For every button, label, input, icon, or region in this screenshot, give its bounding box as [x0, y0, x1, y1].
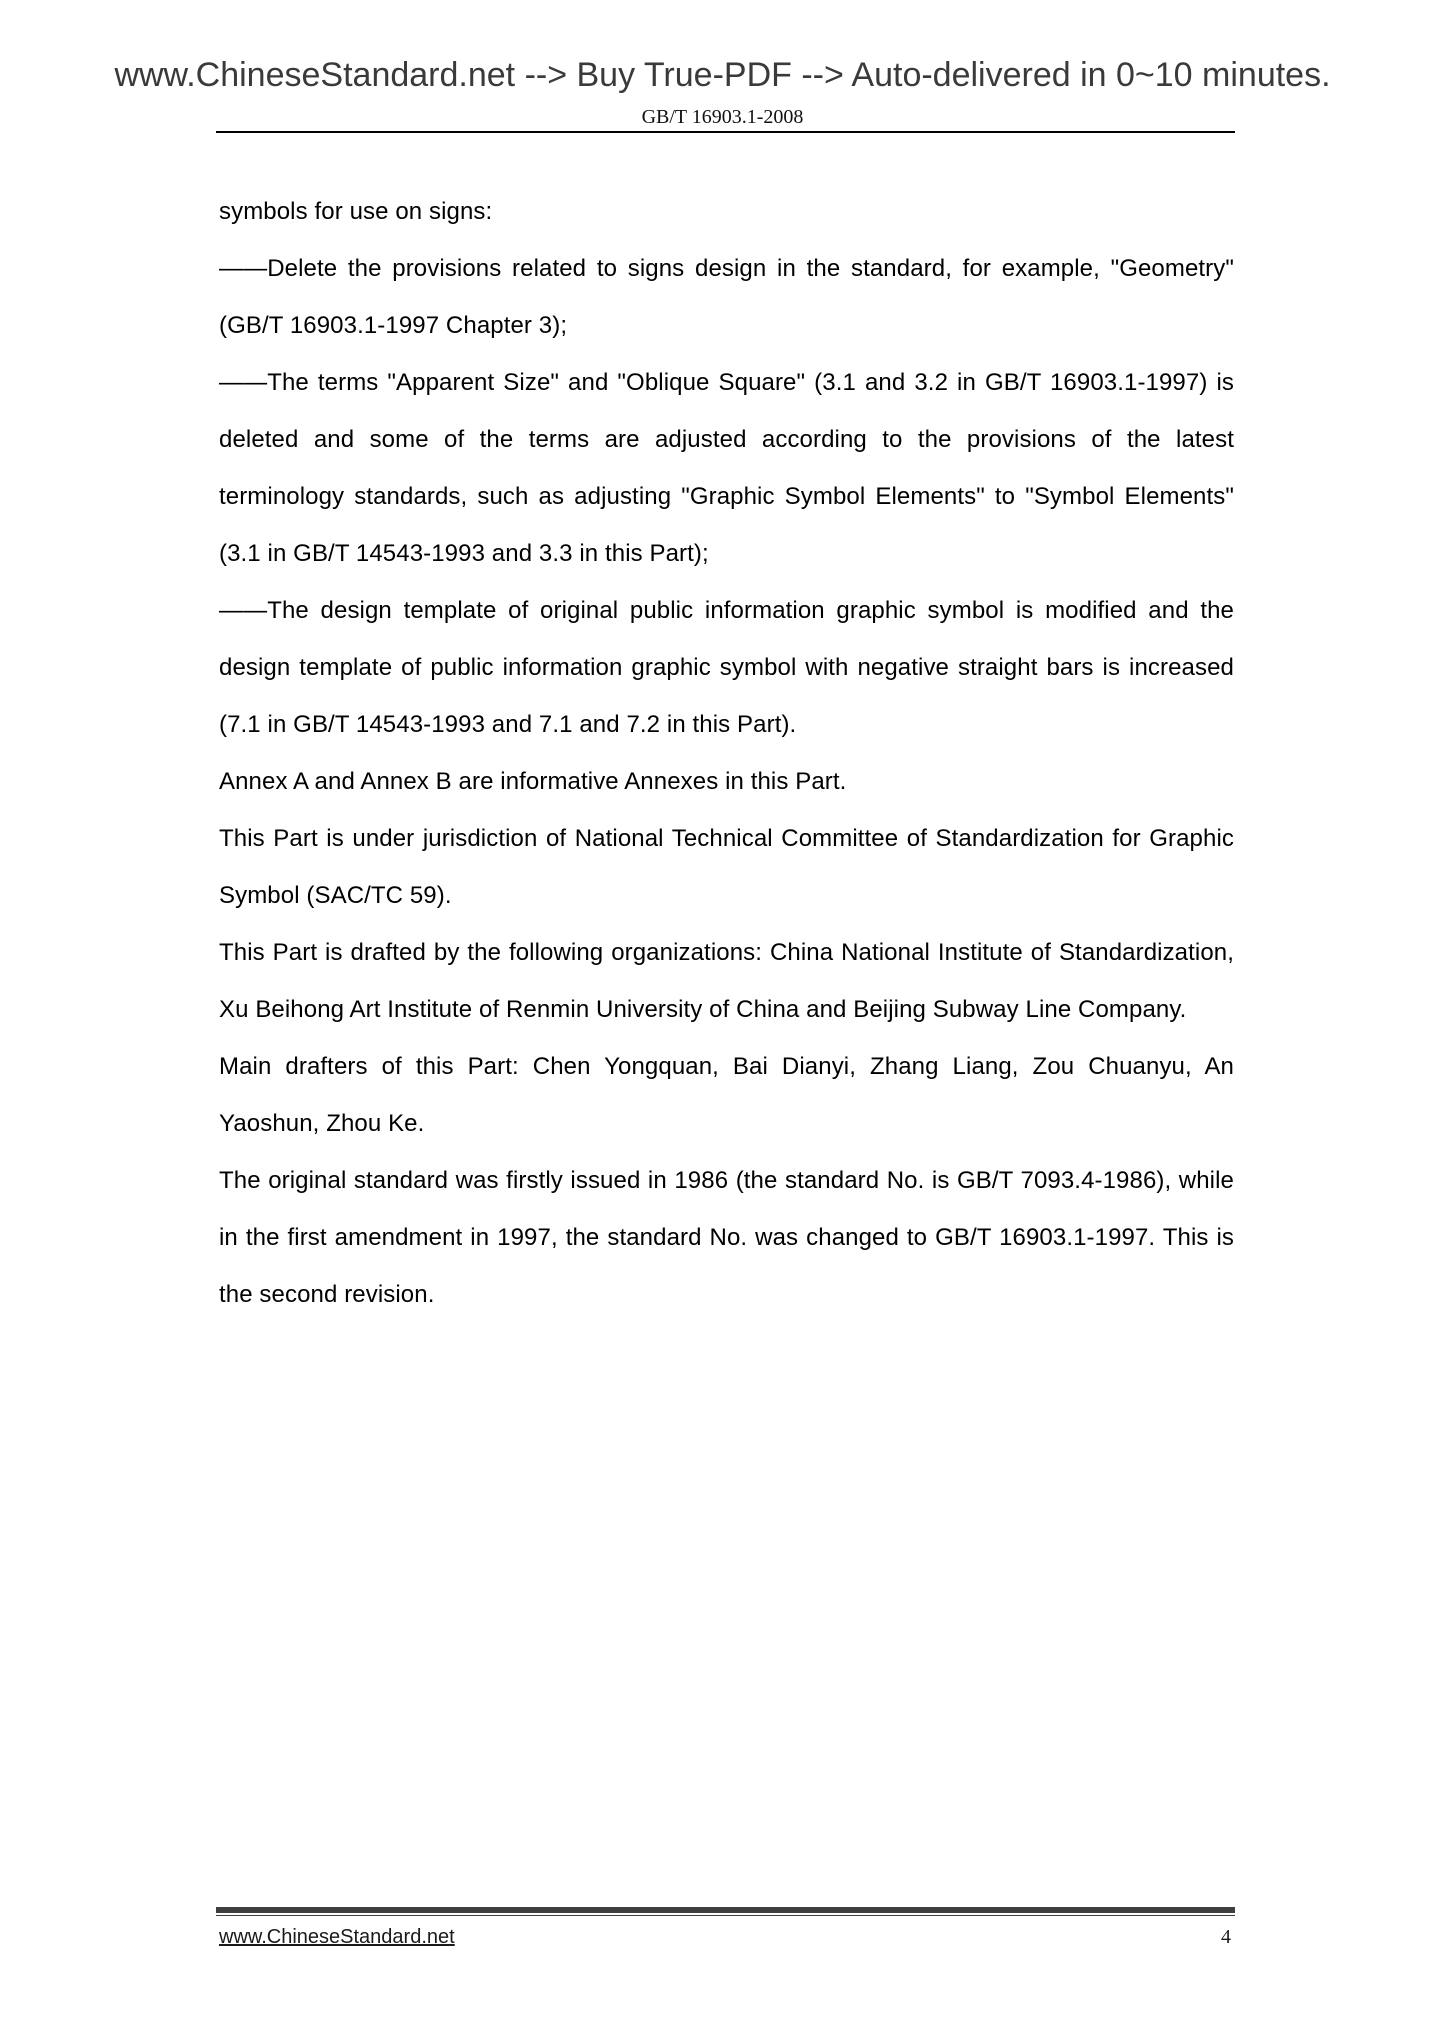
paragraph: This Part is under jurisdiction of National Technical Committee of Standardization for Graphic Symbol (SAC/TC 59).	[219, 825, 1234, 909]
paragraph: Main drafters of this Part: Chen Yongquan, Bai Dianyi, Zhang Liang, Zou Chuanyu, An Yaoshun, Zhou Ke.	[219, 1053, 1234, 1137]
paragraph: ——The terms "Apparent Size" and "Oblique Square" (3.1 and 3.2 in GB/T 16903.1-1997) is deleted and some of the terms are adjusted according to the provisions of the latest terminology standards, such as adjusting "Graphic Symbol Elements" to "Symbol Elements" (3.1 in GB/T 14543-1993 and 3.3 in this Part);	[219, 369, 1234, 567]
footer-divider-thick	[216, 1907, 1235, 1913]
paragraph: ——Delete the provisions related to signs design in the standard, for example, "Geometry" (GB/T 16903.1-1997 Chapter 3);	[219, 255, 1234, 339]
paragraph: Annex A and Annex B are informative Annexes in this Part.	[219, 768, 847, 795]
paragraph: The original standard was firstly issued in 1986 (the standard No. is GB/T 7093.4-1986), while in the first amendment in 1997, the standard No. was changed to GB/T 16903.1-1997. This is the second revision.	[219, 1167, 1234, 1308]
header-divider	[216, 131, 1235, 133]
document-body	[219, 183, 1234, 1323]
footer-site-link[interactable]: www.ChineseStandard.net	[219, 1926, 455, 1948]
page-number: 4	[1221, 1926, 1231, 1948]
paragraph: ——The design template of original public information graphic symbol is modified and the design template of public information graphic symbol with negative straight bars is increased (7.1 in GB/T 14543-1993 and 7.1 and 7.2 in this Part).	[219, 597, 1234, 738]
standard-code-header: GB/T 16903.1-2008	[641, 106, 804, 128]
site-banner: www.ChineseStandard.net --> Buy True-PDF --> Auto-delivered in 0~10 minutes.	[114, 56, 1331, 94]
paragraph: This Part is drafted by the following organizations: China National Institute of Standardization, Xu Beihong Art Institute of Renmin University of China and Beijing Subway Line Company.	[219, 939, 1234, 1023]
paragraph: symbols for use on signs:	[219, 198, 493, 225]
footer-divider-thin	[216, 1915, 1235, 1916]
